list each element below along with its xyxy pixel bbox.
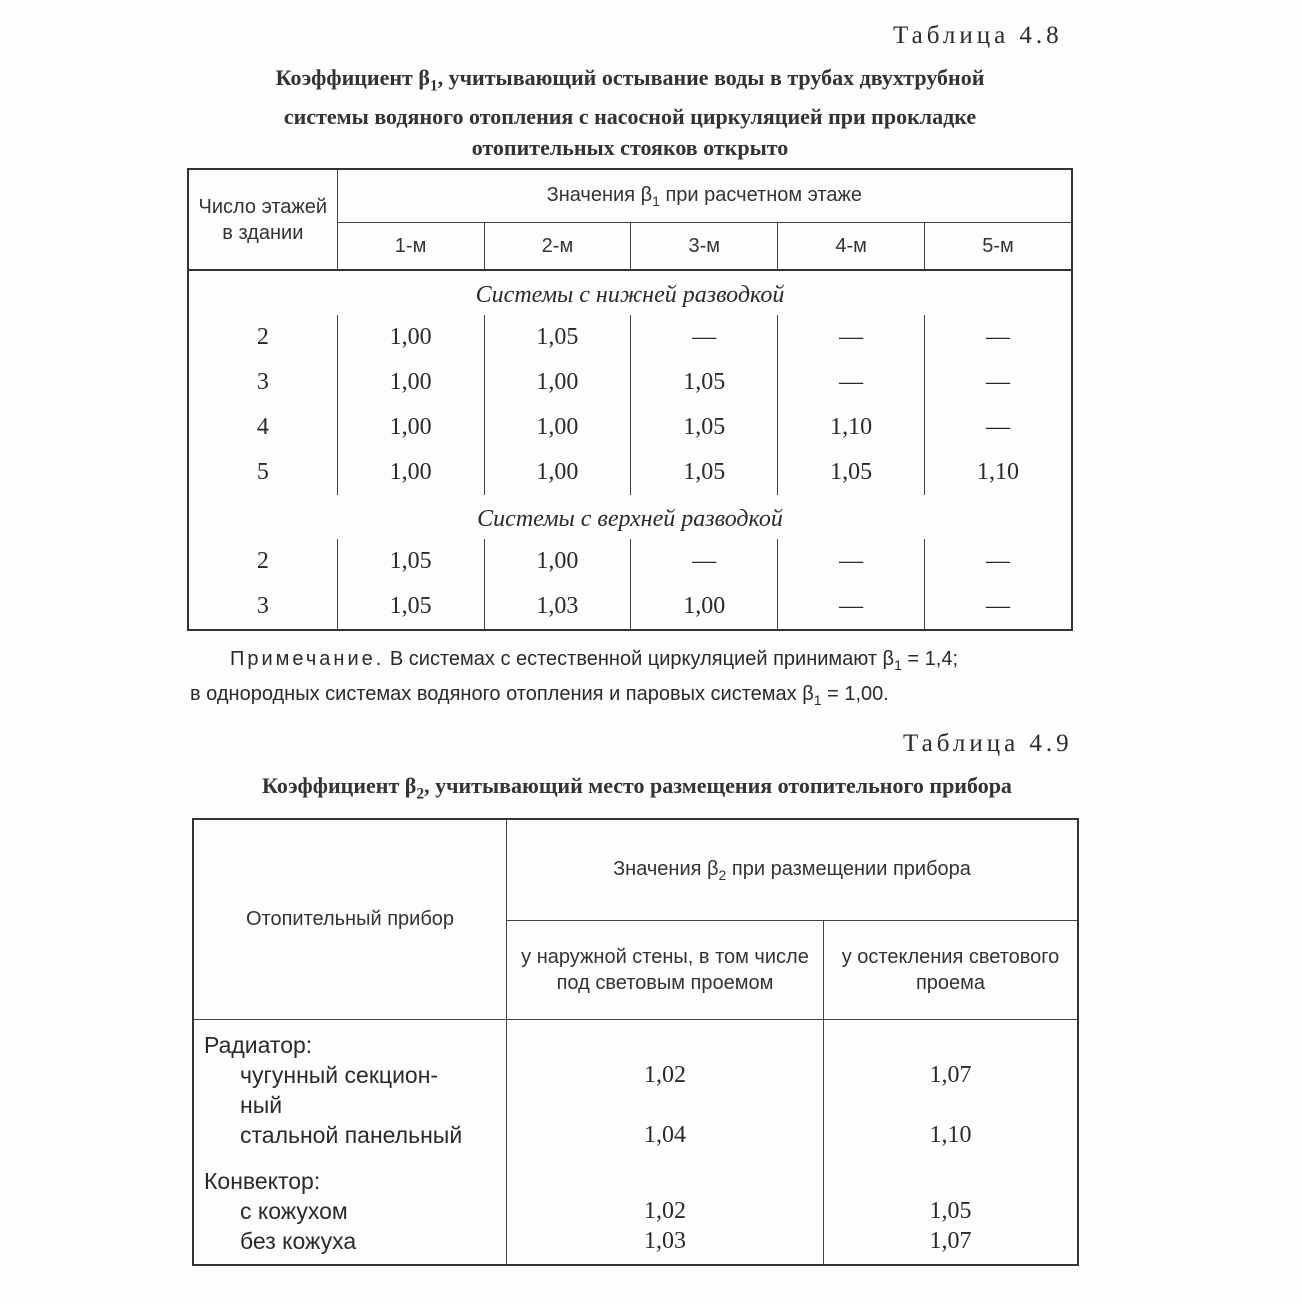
convector-title: Конвектор:	[204, 1168, 321, 1194]
value-cell: —	[925, 315, 1072, 360]
value-cell: 1,05	[337, 584, 484, 630]
table-row	[188, 584, 1072, 630]
value-cell: 1,00	[484, 539, 631, 584]
value-cell: 1,05	[631, 360, 778, 405]
caption-line-2: системы водяного отопления с насосной циркуляцией при прокладке	[283, 104, 977, 130]
table-row	[188, 450, 1072, 495]
col-floors-header: Число этажей в здании	[188, 169, 337, 270]
value: 1,03	[644, 1228, 686, 1254]
table-4-8-caption	[190, 62, 1070, 163]
table-4-8	[187, 168, 1073, 631]
radiator-item: ный	[240, 1092, 283, 1118]
value-cell: —	[631, 539, 778, 584]
value-cell: 1,05	[631, 450, 778, 495]
value-cell: —	[925, 539, 1072, 584]
floor-header-1: 1-м	[337, 223, 484, 271]
table-4-9-caption: Коэффициент $\beta_2$, учитывающий место размещения отопительного прибора	[262, 773, 1012, 803]
col-outer-wall-header: у наружной стены, в том числе под световым проемом	[507, 921, 824, 1020]
table-4-8-body	[188, 270, 1072, 630]
section-row	[188, 495, 1072, 539]
floor-header-2: 2-м	[484, 223, 631, 271]
value: 1,10	[929, 1122, 972, 1148]
radiator-item: стальной панельный	[240, 1122, 463, 1148]
glazing-values-cell	[824, 1020, 1079, 1266]
value-cell: 1,03	[484, 584, 631, 630]
value-cell: 1,10	[925, 450, 1072, 495]
table-row	[188, 539, 1072, 584]
floor-header-3: 3-м	[631, 223, 778, 271]
value-cell: —	[778, 315, 925, 360]
caption-line-3: отопительных стояков открыто	[471, 135, 789, 161]
note-label: Примечание.	[230, 648, 385, 670]
value-cell: 1,00	[337, 405, 484, 450]
floor-header-4: 4-м	[778, 223, 925, 271]
caption-line-1: Коэффициент $\beta_1$, учитывающий остывание воды в трубах двухтрубной	[275, 65, 985, 95]
value-cell: —	[631, 315, 778, 360]
outer-wall-values-cell	[507, 1020, 824, 1266]
table-4-9	[192, 818, 1079, 1266]
floor-header-5: 5-м	[925, 223, 1072, 271]
value-cell: —	[925, 360, 1072, 405]
value: 1,07	[929, 1228, 972, 1254]
radiator-title: Радиатор:	[204, 1032, 313, 1058]
floors-cell: 2	[188, 539, 337, 584]
floors-cell: 3	[188, 584, 337, 630]
value-cell: 1,00	[484, 405, 631, 450]
table-4-9-label: Таблица 4.9	[903, 730, 1073, 757]
value: 1,02	[644, 1062, 686, 1088]
table-4-8-note: Примечание. В системах с естественной циркуляцией принимают $\beta_1 = 1,4$; в однородных системах водяного отопления и паровых системах $\beta_1 = 1,00$.	[190, 648, 959, 708]
value-cell: 1,00	[484, 450, 631, 495]
value-cell: —	[778, 539, 925, 584]
floors-cell: 4	[188, 405, 337, 450]
table-row	[188, 360, 1072, 405]
value-cell: 1,05	[484, 315, 631, 360]
table-4-8-label: Таблица 4.8	[893, 22, 1063, 49]
values-group-header: Значения $\beta_1$ при расчетном этаже	[337, 169, 1072, 223]
floors-cell: 3	[188, 360, 337, 405]
table-row	[188, 315, 1072, 360]
floors-cell: 2	[188, 315, 337, 360]
section-title: Системы с нижней разводкой	[188, 270, 1072, 315]
value-cell: —	[778, 360, 925, 405]
value: 1,02	[644, 1198, 686, 1224]
value-cell: —	[925, 405, 1072, 450]
value-cell: 1,00	[337, 450, 484, 495]
value-cell: 1,05	[337, 539, 484, 584]
device-names-cell	[193, 1020, 507, 1266]
col-device-header: Отопительный прибор	[193, 819, 507, 1020]
convector-item: с кожухом	[240, 1198, 348, 1224]
floors-cell: 5	[188, 450, 337, 495]
value-cell: 1,00	[484, 360, 631, 405]
section-row	[188, 270, 1072, 315]
value-cell: 1,05	[778, 450, 925, 495]
value-cell: —	[925, 584, 1072, 630]
radiator-item: чугунный секцион-	[240, 1062, 439, 1088]
value-cell: 1,05	[631, 405, 778, 450]
value: 1,04	[644, 1122, 686, 1148]
convector-item: без кожуха	[240, 1228, 357, 1254]
value-cell: 1,00	[337, 360, 484, 405]
value-cell: —	[778, 584, 925, 630]
value-cell: 1,00	[631, 584, 778, 630]
section-title: Системы с верхней разводкой	[477, 505, 783, 532]
col-glazing-header: у остекления светового проема	[824, 921, 1079, 1020]
value: 1,07	[929, 1062, 972, 1088]
value: 1,05	[929, 1198, 972, 1224]
value-cell: 1,10	[778, 405, 925, 450]
value-cell: 1,00	[337, 315, 484, 360]
values-group-header-b2: Значения $\beta_2$ при размещении прибора	[507, 819, 1079, 921]
table-row	[188, 405, 1072, 450]
